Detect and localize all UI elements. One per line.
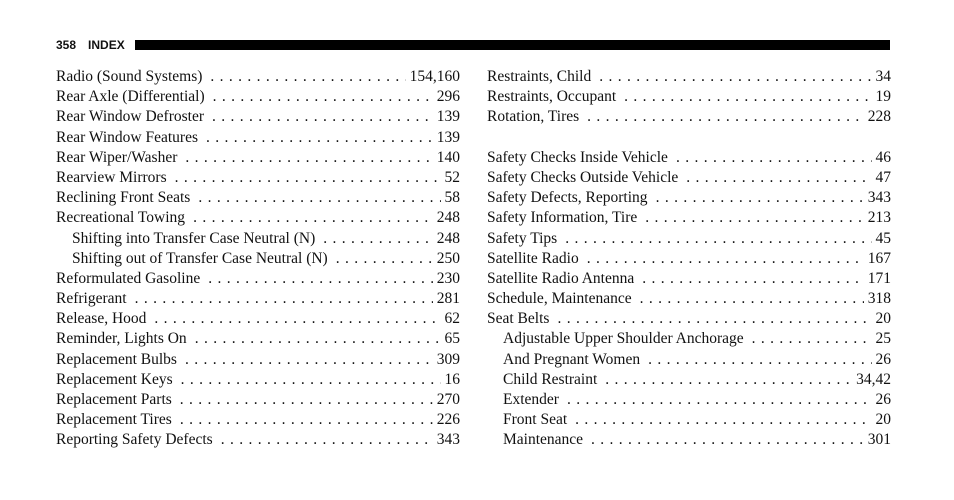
dot-leader [175, 168, 441, 188]
index-term: Rear Window Features [56, 128, 198, 146]
index-term: Rear Axle (Differential) [56, 88, 205, 106]
dot-leader [180, 390, 433, 410]
index-page-ref: 140 [436, 148, 460, 166]
index-term: Seat Belts [487, 310, 550, 328]
index-term: Radio (Sound Systems) [56, 68, 203, 85]
index-entry [487, 148, 891, 168]
dot-leader [605, 370, 852, 390]
index-page-ref: 19 [875, 88, 891, 106]
dot-leader [624, 87, 871, 107]
index-term: Rear Wiper/Washer [56, 148, 178, 166]
index-entry [56, 370, 460, 390]
index-page-ref: 20 [875, 411, 891, 429]
index-entry [56, 390, 460, 410]
index-page-ref: 309 [436, 350, 460, 368]
dot-leader [206, 128, 433, 148]
index-entry [487, 67, 891, 87]
index-term: Replacement Tires [56, 411, 172, 429]
index-entry [487, 249, 891, 269]
index-page-ref: 34 [875, 68, 891, 85]
dot-leader [591, 430, 864, 450]
index-term: Safety Checks Outside Vehicle [487, 168, 679, 186]
index-entry [56, 208, 460, 228]
dot-leader [154, 309, 440, 329]
index-page-ref: 26 [875, 350, 891, 368]
index-page-ref: 248 [436, 229, 460, 247]
index-subentry [487, 329, 891, 349]
index-spacer [487, 128, 891, 148]
index-page-ref: 62 [444, 310, 460, 328]
index-subentry [487, 390, 891, 410]
index-entry [487, 208, 891, 228]
index-term: Safety Checks Inside Vehicle [487, 148, 668, 166]
index-term: Extender [503, 391, 559, 408]
index-page-ref: 52 [444, 168, 460, 186]
index-term: Safety Defects, Reporting [487, 189, 648, 207]
index-entry [56, 309, 460, 329]
index-entry [487, 229, 891, 249]
index-page-ref: 230 [436, 269, 460, 287]
index-term: Safety Tips [487, 229, 558, 247]
index-term: Rear Window Defroster [56, 108, 205, 126]
dot-leader [180, 410, 433, 430]
index-term: Reporting Safety Defects [56, 431, 213, 449]
index-entry [56, 269, 460, 289]
dot-leader [565, 229, 871, 249]
index-term: Adjustable Upper Shoulder Anchorage [503, 330, 744, 348]
dot-leader [193, 208, 433, 228]
index-entry [487, 168, 891, 188]
dot-leader [648, 350, 871, 370]
dot-leader [645, 208, 864, 228]
dot-leader [323, 229, 433, 249]
dot-leader [185, 148, 432, 168]
index-term: Rearview Mirrors [56, 168, 167, 186]
index-page-ref: 343 [436, 431, 460, 449]
dot-leader [587, 107, 864, 127]
dot-leader [185, 350, 433, 370]
index-page-ref: 270 [436, 391, 460, 408]
index-term: Recreational Towing [56, 209, 186, 227]
dot-leader [212, 107, 433, 127]
index-page-ref: 226 [436, 411, 460, 429]
index-entry [487, 188, 891, 208]
index-entry [56, 148, 460, 168]
index-page-ref: 58 [444, 189, 460, 207]
index-term: Satellite Radio Antenna [487, 269, 635, 287]
index-term: Release, Hood [56, 310, 147, 328]
index-page-ref: 343 [867, 189, 891, 207]
index-term: Restraints, Occupant [487, 88, 617, 106]
index-subentry [487, 370, 891, 390]
dot-leader [676, 148, 872, 168]
dot-leader [181, 370, 441, 390]
index-term: Restraints, Child [487, 68, 592, 85]
index-entry [56, 67, 460, 87]
dot-leader [221, 430, 433, 450]
index-entry [487, 107, 891, 127]
index-entry [487, 309, 891, 329]
dot-leader [642, 269, 864, 289]
header-rule [135, 40, 890, 50]
index-subentry [487, 350, 891, 370]
index-term: Replacement Parts [56, 391, 172, 408]
index-term: Shifting out of Transfer Case Neutral (N) [72, 249, 328, 267]
index-page-ref: 228 [867, 108, 891, 126]
index-page-ref: 139 [436, 128, 460, 146]
index-page-ref: 250 [436, 249, 460, 267]
index-entry [56, 289, 460, 309]
dot-leader [210, 67, 405, 87]
index-term: Replacement Bulbs [56, 350, 177, 368]
index-entry [56, 188, 460, 208]
index-entry [56, 410, 460, 430]
index-term: And Pregnant Women [503, 350, 641, 368]
index-term: Rotation, Tires [487, 108, 580, 126]
index-entry [56, 168, 460, 188]
dot-leader [336, 249, 433, 269]
index-page-ref: 65 [444, 330, 460, 348]
dot-leader [752, 329, 872, 349]
index-page-ref: 213 [867, 209, 891, 227]
index-term: Shifting into Transfer Case Neutral (N) [72, 229, 316, 247]
index-term: Refrigerant [56, 290, 127, 308]
index-page-ref: 25 [875, 330, 891, 348]
dot-leader [599, 67, 871, 87]
index-page-ref: 301 [867, 431, 891, 449]
dot-leader [195, 329, 441, 349]
index-entry [487, 269, 891, 289]
index-page-ref: 318 [867, 290, 891, 308]
index-term: Front Seat [503, 411, 568, 429]
index-term: Reclining Front Seats [56, 189, 191, 207]
dot-leader [640, 289, 864, 309]
index-term: Replacement Keys [56, 370, 173, 388]
index-term: Safety Information, Tire [487, 209, 638, 227]
index-page-ref: 139 [436, 108, 460, 126]
index-page-ref: 248 [436, 209, 460, 227]
index-entry [487, 289, 891, 309]
page-number: 358 [56, 38, 77, 52]
index-entry [56, 350, 460, 370]
index-page-ref: 45 [875, 229, 891, 247]
page-header [56, 36, 890, 54]
dot-leader [135, 289, 433, 309]
dot-leader [198, 188, 440, 208]
dot-leader [575, 410, 871, 430]
index-entry [56, 430, 460, 450]
index-page-ref: 46 [875, 148, 891, 166]
index-entry [487, 87, 891, 107]
index-page-ref: 167 [867, 249, 891, 267]
index-column-left [56, 67, 460, 451]
index-page-ref: 47 [875, 168, 891, 186]
dot-leader [567, 390, 872, 410]
index-term: Reformulated Gasoline [56, 269, 201, 287]
index-column-right [487, 67, 891, 451]
index-term: Schedule, Maintenance [487, 290, 632, 308]
index-page-ref: 296 [436, 88, 460, 106]
index-page-ref: 171 [867, 269, 891, 287]
index-page-ref: 154,160 [409, 68, 460, 85]
dot-leader [208, 269, 433, 289]
dot-leader [213, 87, 433, 107]
index-page-ref: 16 [444, 370, 460, 388]
index-term: Satellite Radio [487, 249, 579, 267]
index-page-ref: 20 [875, 310, 891, 328]
index-term: Child Restraint [503, 370, 598, 388]
index-entry [56, 329, 460, 349]
index-subentry [56, 249, 460, 269]
index-term: Reminder, Lights On [56, 330, 187, 348]
index-entry [56, 128, 460, 148]
index-subentry [487, 430, 891, 450]
index-page-ref: 34,42 [856, 370, 891, 388]
dot-leader [686, 168, 871, 188]
index-subentry [487, 410, 891, 430]
index-page-ref: 281 [436, 290, 460, 308]
index-page-ref: 26 [875, 391, 891, 408]
index-subentry [56, 229, 460, 249]
dot-leader [557, 309, 871, 329]
section-title: INDEX [88, 38, 125, 52]
index-entry [56, 107, 460, 127]
dot-leader [656, 188, 864, 208]
index-entry [56, 87, 460, 107]
index-term: Maintenance [503, 431, 584, 449]
dot-leader [587, 249, 864, 269]
